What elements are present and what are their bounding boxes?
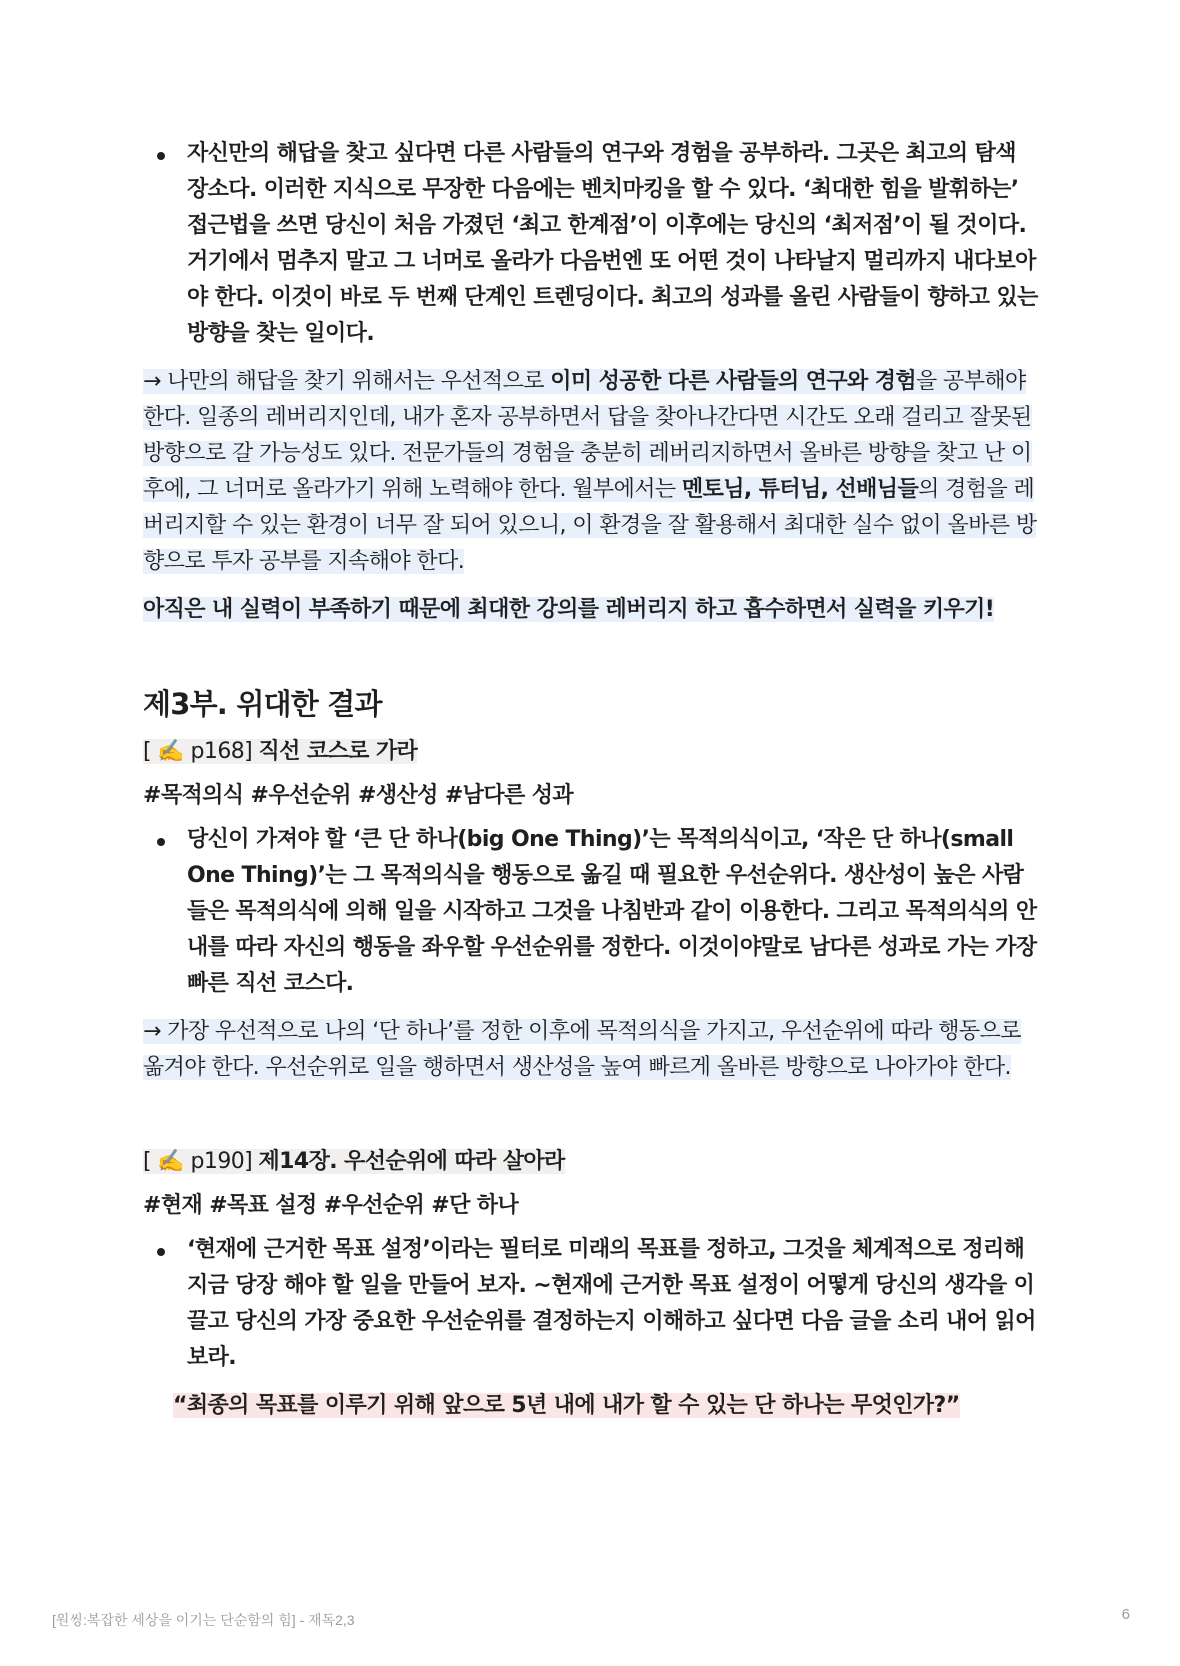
page-reference xyxy=(143,1144,1043,1180)
page-content xyxy=(143,136,1043,1424)
bullet-text: 자신만의 해답을 찾고 싶다면 다른 사람들의 연구와 경험을 공부하라. 그곳은 최고의 탐색 장소다. 이러한 지식으로 무장한 다음에는 벤치마킹을 할 수 있다. ‘최대한 힘을 발휘하는’ 접근법을 쓰면 당신이 처음 가졌던 ‘최고 한계점’이 이후에는 당신의 ‘최저점’이 될 것이다. 거기에서 멈추지 말고 그 너머로 올라가 다음번엔 또 어떤 것이 나타날지 멀리까지 내다보아야 한다. 이것이 바로 두 번째 단계인 트렌딩이다. 최고의 성과를 올린 사람들이 향하고 있는 방향을 찾는 일이다. xyxy=(187,141,1038,346)
note-bold: 이미 성공한 다른 사람들의 연구와 경험 xyxy=(550,369,917,394)
footer-title: [원씽:복잡한 세상을 이기는 단순함의 힘] - 재독2,3 xyxy=(52,1612,355,1628)
note-bold: 멘토님, 튜터님, 선배님들 xyxy=(681,477,919,502)
quote-text: “최종의 목표를 이루기 위해 앞으로 5년 내에 내가 할 수 있는 단 하나는 무엇인가?” xyxy=(173,1393,960,1418)
page-number: 6 xyxy=(1121,1606,1130,1623)
bullet-dot xyxy=(157,152,165,160)
note-paragraph xyxy=(143,364,1043,580)
summary-line xyxy=(143,592,1043,628)
reference-title: 제14장. 우선순위에 따라 살아라 xyxy=(258,1149,565,1174)
hashtags: #목적의식 #우선순위 #생산성 #남다른 성과 xyxy=(143,783,574,808)
reference-prefix: [ ✍️ p168] xyxy=(143,739,259,764)
bullet-dot xyxy=(157,838,165,846)
note-text: → 나만의 해답을 찾기 위해서는 우선적으로 xyxy=(143,369,551,394)
note-text: 을 공부해야 한다. 일종의 레버리지인데, 내가 혼자 공부하면서 답을 찾아나간다면 시간도 오래 걸리고 잘못된 방향으로 갈 가능성도 있다. 전문가들의 경험을 충분히 레버리지하면서 올바른 방향을 찾고 난 이후에, 그 너머로 올라가기 위해 노력해야 한다. 월부에서는 xyxy=(143,369,1032,502)
note-paragraph xyxy=(143,1014,1043,1086)
bullet-text: 당신이 가져야 할 ‘큰 단 하나(big One Thing)’는 목적의식이고, ‘작은 단 하나(small One Thing)’는 그 목적의식을 행동으로 옮길 때 필요한 우선순위다. 생산성이 높은 사람들은 목적의식에 의해 일을 시작하고 그것을 나침반과 같이 이용한다. 그리고 목적의식의 안내를 따라 자신의 행동을 좌우할 우선순위를 정한다. 이것이야말로 남다른 성과로 가는 가장 빠른 직선 코스다. xyxy=(187,827,1037,996)
quote-line xyxy=(173,1388,1043,1424)
hashtags: #현재 #목표 설정 #우선순위 #단 하나 xyxy=(143,1193,519,1218)
reference-prefix: [ ✍️ p190] xyxy=(143,1149,259,1174)
section-heading: 제3부. 위대한 결과 xyxy=(143,687,382,721)
summary-text: 아직은 내 실력이 부족하기 때문에 최대한 강의를 레버리지 하고 흡수하면서 실력을 키우기! xyxy=(143,597,995,622)
note-text: 의 경험을 레버리지할 수 있는 환경이 너무 잘 되어 있으니, 이 환경을 잘 활용해서 최대한 실수 없이 올바른 방향으로 투자 공부를 지속해야 한다. xyxy=(143,477,1037,574)
bullet-text: ‘현재에 근거한 목표 설정’이라는 필터로 미래의 목표를 정하고, 그것을 체계적으로 정리해 지금 당장 해야 할 일을 만들어 보자. ~현재에 근거한 목표 설정이 어떻게 당신의 생각을 이끌고 당신의 가장 중요한 우선순위를 결정하는지 이해하고 싶다면 다음 글을 소리 내어 읽어 보라. xyxy=(187,1237,1036,1370)
bullet-item xyxy=(143,136,1043,352)
bullet-dot xyxy=(157,1248,165,1256)
bullet-item xyxy=(143,822,1043,1002)
bullet-item xyxy=(143,1232,1043,1376)
page-reference xyxy=(143,734,1043,770)
reference-title: 직선 코스로 가라 xyxy=(258,739,418,764)
note-text: → 가장 우선적으로 나의 ‘단 하나’를 정한 이후에 목적의식을 가지고, 우선순위에 따라 행동으로 옮겨야 한다. 우선순위로 일을 행하면서 생산성을 높여 빠르게 올바른 방향으로 나아가야 한다. xyxy=(143,1019,1021,1080)
